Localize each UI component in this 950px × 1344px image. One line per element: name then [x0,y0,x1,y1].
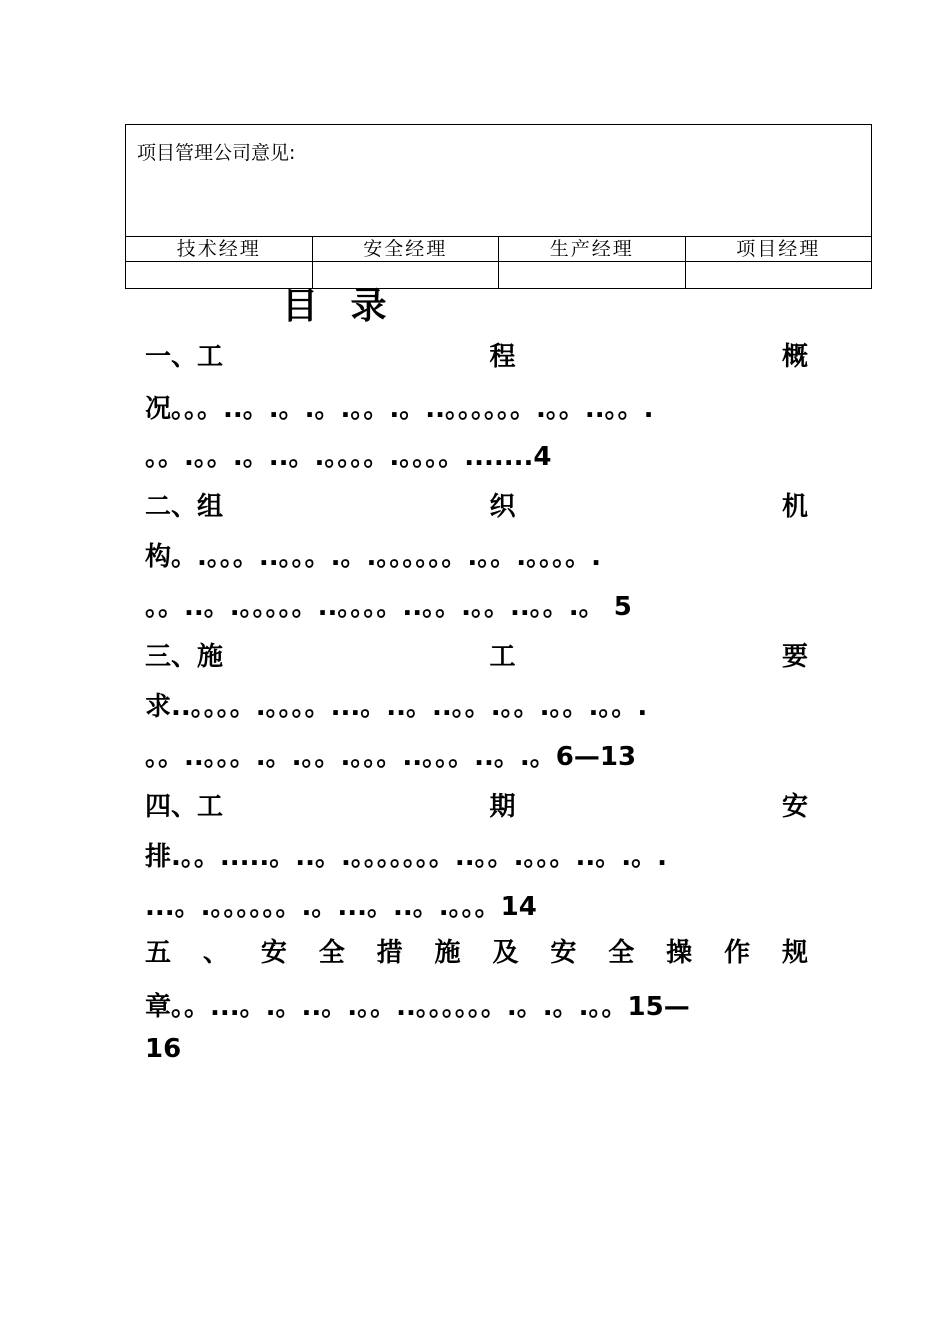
toc-entry-3-heading [145,636,808,673]
toc-heading-char: 工 [489,642,516,672]
toc-heading-char: 、 [202,938,229,968]
toc-heading-char: 机 [781,492,808,522]
toc-heading-char: 织 [489,492,516,522]
toc-heading-char: 安 [260,938,287,968]
signature-cell[interactable] [685,262,872,289]
toc-heading-char: 及 [492,938,519,968]
toc-heading-char: 三、施 [145,642,224,672]
toc-heading-char: 概 [781,342,808,372]
toc-entry-3-line2: 求..。。。。.。。。。...。..。..。。.。。.。。.。。. [145,692,648,722]
toc-heading-char: 施 [434,938,461,968]
toc-entry-4-heading [145,786,808,823]
toc-entry-3-line3: 。。..。。。.。.。。.。。。..。。。..。.。6—13 [145,742,637,772]
toc-entry-5-line2: 章。。...。.。..。.。。..。。。。。。.。.。.。。15— [145,992,690,1022]
toc-heading-char: 程 [489,342,516,372]
role-technical-manager: 技术经理 [126,237,313,262]
toc-entry-1-line3: 。。.。。.。..。.。。。。.。。。。.......4 [145,442,552,472]
toc-entry-1-line2: 况。。。..。.。.。.。。.。..。。。。。。.。。..。。. [145,394,654,424]
toc-entry-4-line2: 排.。。.....。..。.。。。。。。。..。。.。。。..。.。. [145,842,668,872]
toc-entry-2-line2: 构。.。。。..。。。.。.。。。。。。.。。.。。。。. [145,542,602,572]
role-safety-manager: 安全经理 [312,237,499,262]
toc-heading-char: 全 [318,938,345,968]
toc-heading-char: 措 [376,938,403,968]
toc-heading-char: 要 [781,642,808,672]
toc-heading-char: 四、工 [145,792,224,822]
toc-heading-char: 安 [550,938,577,968]
toc-title: 目 录 [282,286,397,327]
toc-heading-char: 规 [781,938,808,968]
toc-entry-2-heading [145,486,808,523]
toc-heading-char: 一、工 [145,342,224,372]
management-opinion-label: 项目管理公司意见: [137,142,296,164]
toc-entry-2-line3: 。。..。.。。。。。..。。。。..。。.。。..。。.。 5 [145,592,632,622]
approval-table [125,124,872,289]
toc-entry-5-heading [145,932,808,969]
role-production-manager: 生产经理 [499,237,686,262]
toc-heading-char: 五 [145,938,172,968]
toc-heading-char: 二、组 [145,492,224,522]
toc-heading-char: 期 [489,792,516,822]
signature-cell[interactable] [499,262,686,289]
toc-entry-4-line3: ...。.。。。。。。.。...。..。.。。。14 [145,892,537,922]
management-opinion-cell [126,125,872,237]
toc-entry-1-heading [145,336,808,373]
toc-entry-5-line3: 16 [145,1034,182,1064]
toc-heading-char: 操 [666,938,693,968]
toc-heading-char: 作 [724,938,751,968]
toc-heading-char: 安 [781,792,808,822]
role-project-manager: 项目经理 [685,237,872,262]
toc-heading-char: 全 [608,938,635,968]
